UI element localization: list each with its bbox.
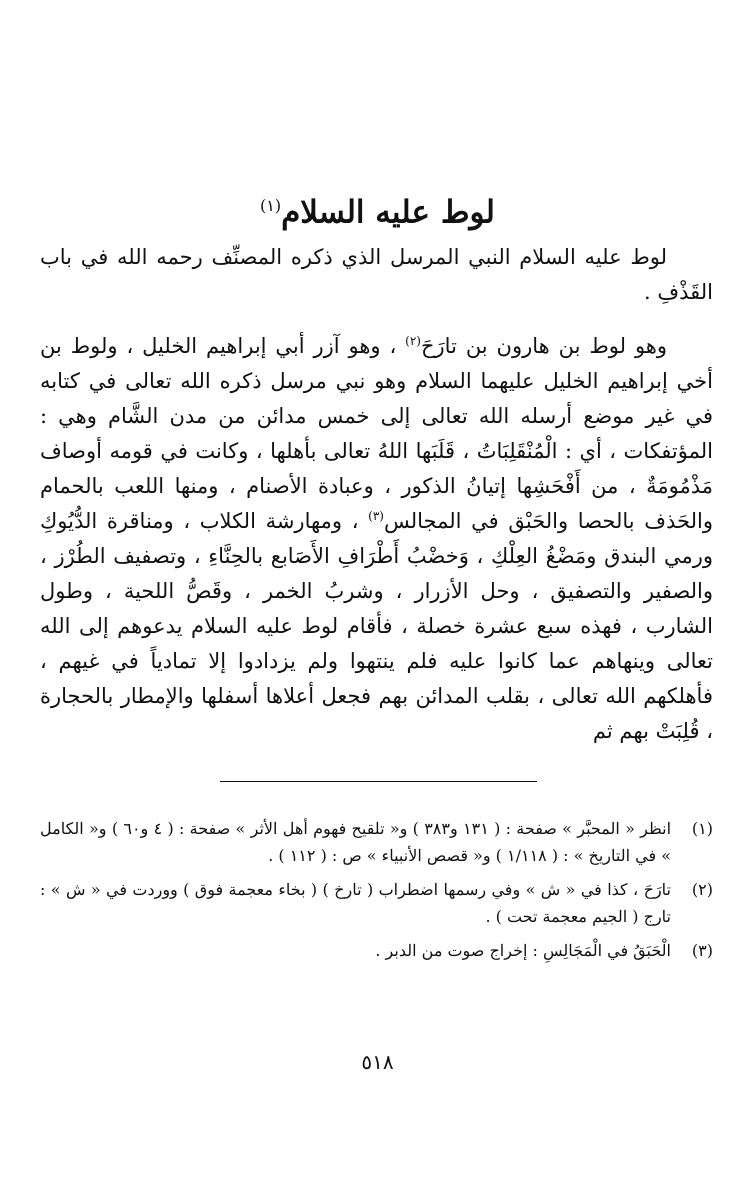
footnote-number: (٣) xyxy=(691,941,713,960)
footnote-text: انظر « المحبَّر » صفحة : ( ١٣١ و٣٨٣ ) و« تلقيح فهوم أهل الأثر » صفحة : ( ٤ و٦٠ ) و« الكامل » في التاريخ » : ( ١/١١٨ ) و« قصص الأنبياء » ص : ( ١١٢ ) . xyxy=(40,819,672,865)
main-paragraph xyxy=(40,329,713,749)
footnote-ref-1[interactable]: (١) xyxy=(260,195,282,215)
footnote-1 xyxy=(40,816,713,869)
footnote-text: تارَحَ ، كذا في « ش » وفي رسمها اضطراب ( تارخ ) ( بخاء معجمة فوق ) ووردت في « ش » : تارج ( الجيم معجمة تحت ) . xyxy=(40,880,671,926)
footnote-ref-3[interactable]: (٣) xyxy=(368,509,384,523)
footnote-2 xyxy=(40,877,713,930)
footnote-divider xyxy=(220,781,537,782)
footnote-number: (٢) xyxy=(691,880,713,899)
chapter-title xyxy=(0,184,755,234)
footnote-number: (١) xyxy=(691,819,713,838)
footnote-3 xyxy=(40,938,713,965)
main-paragraph-text-2: ، وهو آزر أبي إبراهيم الخليل ، ولوط بن أخي إبراهيم الخليل عليهما السلام وهو نبي مرسل ذكره الله تعالى في كتابه في غير موضع أرسله الله تعالى إلى خمس مدائن من مدن الشَّام وهي : المؤتفكات ، أي : الْمُنْقَلِبَاتُ ، قَلَبَها اللهُ تعالى بأهلها ، وكانت في قومه أوصاف مَذْمُومَةٌ ، من أَفْحَشِها إتيانُ الذكور ، وعبادة الأصنام ، ومنها اللعب بالحمام والحَذف بالحصا والحَبْق في المجالس xyxy=(40,334,713,533)
footnote-ref-2[interactable]: (٢) xyxy=(405,334,421,348)
chapter-title-text: لوط عليه السلام xyxy=(281,194,495,231)
main-paragraph-text-1: وهو لوط بن هارون بن تارَحَ xyxy=(420,334,668,358)
intro-paragraph: لوط عليه السلام النبي المرسل الذي ذكره المصنِّف رحمه الله في باب القَذْفِ . xyxy=(40,245,713,304)
main-paragraph-text-3: ، ومهارشة الكلاب ، ومناقرة الدُّيُوكِ ورمي البندق ومَضْغُ العِلْكِ ، وَخضْبُ أَطْرَافِ الأَصَابع بالحِنَّاءِ ، وتصفيف الطُرْز ، والصفير والتصفيق ، وحل الأزرار ، وشربُ الخمر ، وقَصُّ اللحية ، وطول الشارب ، فهذه سبع عشرة خصلة ، فأقام لوط عليه السلام يدعوهم إلى الله تعالى وينهاهم عما كانوا عليه فلم ينتهوا ولم يزدادوا إلا تمادياً في غيهم ، فأهلكهم الله تعالى ، بقلب المدائن بهم فجعل أعلاها أسفلها والإمطار بالحجارة ، قُلِبَتْ بهم ثم xyxy=(40,509,713,743)
page-number: ٥١٨ xyxy=(361,1050,394,1074)
footnotes-list xyxy=(40,816,713,973)
footnote-text: الْحَبَقُ في الْمَجَالِسِ : إخراج صوت من الدبر . xyxy=(375,941,671,960)
